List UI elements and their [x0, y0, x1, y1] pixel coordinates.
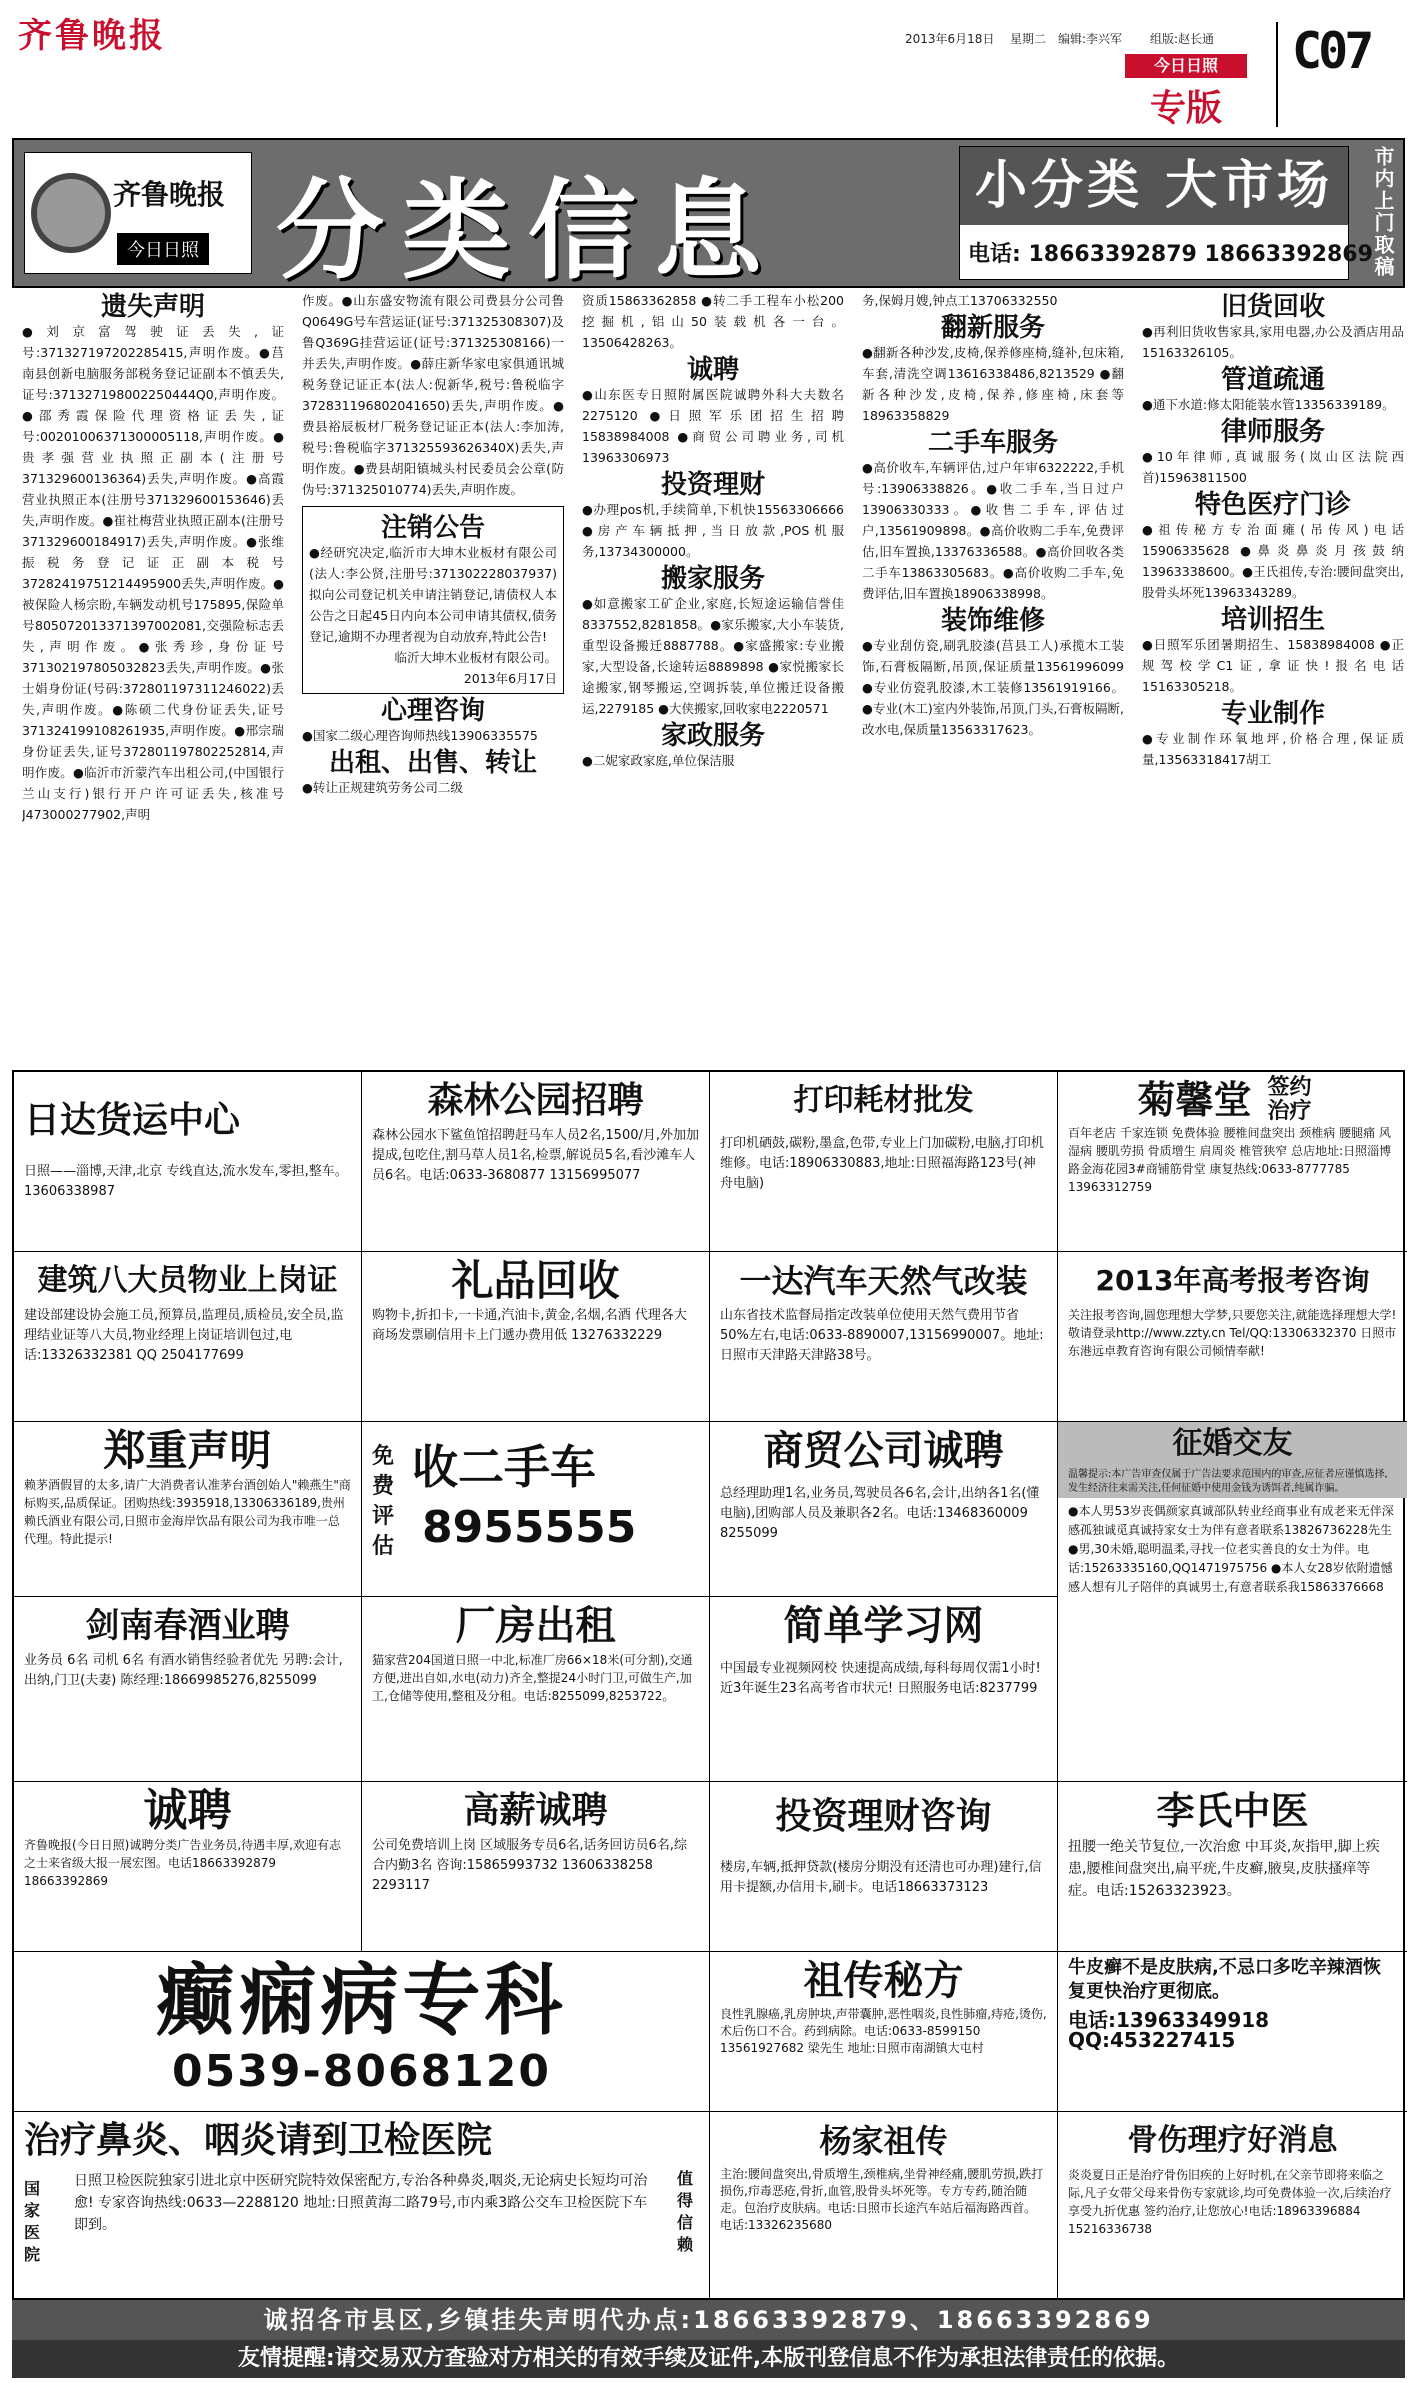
- heading-recycling: 旧货回收: [1220, 291, 1325, 321]
- ad-statement: [14, 1422, 362, 1597]
- recruit-body: ●山东医专日照附属医院诚聘外科大夫数名2275120 ●日照军乐团招生招聘15838984008 ●商贸公司聘业务,司机13963306973: [582, 387, 844, 465]
- heading-plumbing: 管道疏通: [1220, 364, 1325, 394]
- decoration-body: ●专业刮仿瓷,刷乳胶漆(莒县工人)承揽木工装饰,石膏板隔断,吊顶,保证质量13561996099 ●专业仿瓷乳胶漆,木工装修13561919166。●专业(木工)室内外装饰,吊顶,门头,石膏板隔断,改水电,保质量13563317623。: [862, 638, 1124, 737]
- renovation-body: ●翻新各种沙发,皮椅,保养修座椅,缝补,包床箱,车套,清洗空调13616338486,8213529 ●翻新各种沙发,皮椅,保养,修座椅,床套等18963358829: [862, 345, 1124, 423]
- ad-loan: [710, 1782, 1058, 1952]
- ad-marriage: [1058, 1422, 1407, 1782]
- cancellation-sign: 临沂大坤木业板材有限公司。: [394, 650, 557, 665]
- ad-jufutang-body: 百年老店 千家连锁 免费体验 腰椎间盘突出 颈椎病 腰腿痛 风湿病 腰肌劳损 骨质增生 肩周炎 椎管狭窄 总店地址:日照淄博路金海花园3#商铺筋骨堂 康复热线:0633-8777785 13963312759: [1068, 1126, 1392, 1194]
- ad-secret-recipe-body: 良性乳腺癌,乳房肿块,声带囊肿,恶性咽炎,良性肺瘤,痔疮,烫伤,术后伤口不合。药到病除。电话:0633-8599150 13561927682 梁先生 地址:日照市南湖镇大屯村: [720, 2007, 1047, 2055]
- footer-disclaimer: 友情提醒:请交易双方查验对方相关的有效手续及证件,本版刊登信息不作为承担法律责任的依据。: [12, 2340, 1405, 2378]
- ad-high-salary-title: 高薪诚聘: [463, 1790, 608, 1831]
- ad-used-car-free: 免费评估: [372, 1444, 395, 1559]
- ad-cng-body: 山东省技术监督局指定改装单位使用天然气费用节省50%左右,电话:0633-8890007,13156990007。地址:日照市天津路天津路38号。: [720, 1308, 1044, 1363]
- page-number: C07: [1292, 22, 1371, 80]
- ad-gaokao-title: 2013年高考报考咨询: [1095, 1264, 1370, 1297]
- ad-gaokao: [1058, 1252, 1407, 1422]
- column-2: [302, 290, 564, 1070]
- ad-jiannanchun: [14, 1597, 362, 1782]
- heading-clinic: 特色医疗门诊: [1194, 489, 1351, 519]
- ad-trade-recruit-body: 总经理助理1名,业务员,驾驶员各6名,会计,出纳各1名(懂电脑),团购部人员及兼职各2名。电话:13468360009 8255099: [720, 1486, 1040, 1541]
- fabrication-body: ●专业制作环氧地坪,价格合理,保证质量,13563318417胡工: [1142, 731, 1404, 767]
- banner-slogan: 小分类 大市场: [960, 147, 1348, 225]
- ad-property-cert-title: 建筑八大员物业上岗证: [37, 1263, 338, 1298]
- ad-epilepsy: [14, 1952, 710, 2112]
- masthead-logo: 齐鲁晚报: [18, 16, 166, 56]
- editor-credit: 编辑:李兴军: [1058, 32, 1123, 46]
- ad-paper-recruit-title: 诚聘: [143, 1785, 232, 1836]
- heading-used-car: 二手车服务: [927, 427, 1058, 457]
- heading-moving: 搬家服务: [660, 563, 765, 593]
- banner-logo: [24, 152, 252, 274]
- ad-jufutang: [1058, 1072, 1407, 1252]
- ad-li-tcm-title: 李氏中医: [1156, 1789, 1309, 1833]
- lawyer-body: ●10年律师,真诚服务(岚山区法院西首)15963811500: [1142, 449, 1404, 485]
- ad-marriage-warning: 温馨提示:本广告审查仅属于广告法要求范围内的审查,应征者应谨慎选择,发生经济往来需关注,任何征婚中使用金钱为诱饵者,纯属诈骗。: [1058, 1466, 1407, 1498]
- special-edition-label: 专版: [1150, 88, 1223, 129]
- classified-banner: [12, 138, 1405, 288]
- ad-property-cert: [14, 1252, 362, 1422]
- recycling-body: ●再利旧货收售家具,家用电器,办公及酒店用品15163326105。: [1142, 324, 1404, 360]
- heading-rent-sale: 出租、出售、转让: [328, 747, 537, 777]
- ad-jiannanchun-body: 业务员 6名 司机 6名 有酒水销售经验者优先 另聘:会计,出纳,门卫(夫妻) 陈经理:18669985276,8255099: [24, 1653, 343, 1688]
- column-4: [862, 290, 1124, 1070]
- ad-secret-recipe: [710, 1952, 1058, 2112]
- ad-yang-recipe-title: 杨家祖传: [819, 2122, 948, 2160]
- col4-intro: 务,保姆月嫂,钟点工13706332550: [862, 293, 1058, 308]
- cancellation-body: ●经研究决定,临沂市大坤木业板材有限公司(法人:李公贤,注册号:371302228037937)拟向公司登记机关申请注销登记,请债权人本公告之日起45日内向本公司申请其债权,债务登记,逾期不办理者视为自动放弃,特此公告!: [309, 545, 557, 644]
- ad-yang-recipe-body: 主治:腰间盘突出,骨质增生,颈椎病,坐骨神经痛,腰肌劳损,跌打损伤,疖毒恶疮,骨折,血管,股骨头坏死等。专方专药,随治随走。包治疗皮肤病。电话:日照市长途汽车站后福海路西首。电话:13326235680: [720, 2167, 1044, 2232]
- ad-park: [362, 1072, 710, 1252]
- ad-study-site: [710, 1597, 1058, 1782]
- banner-phone: 电话: 18663392879 18663392869: [968, 242, 1373, 267]
- ad-high-salary: [362, 1782, 710, 1952]
- ad-printing-title: 打印耗材批发: [793, 1083, 974, 1118]
- ad-marriage-title: 征婚交友: [1058, 1422, 1407, 1466]
- column-3: [582, 290, 844, 1070]
- masthead-divider: [1276, 22, 1278, 127]
- heading-lawyer: 律师服务: [1220, 416, 1325, 446]
- issue-weekday: 星期二: [1010, 32, 1047, 46]
- cancellation-title: 注销公告: [380, 512, 485, 542]
- investment-body: ●办理pos机,手续简单,下机快15563306666 ●房产车辆抵押,当日放款,POS机服务,13734300000。: [582, 502, 844, 559]
- ad-rhinitis-body: 日照卫检医院独家引进北京中医研究院特效保密配方,专治各种鼻炎,咽炎,无论病史长短均可治愈! 专家咨询热线:0633—2288120 地址:日照黄海二路79号,市内乘3路公交车卫检医院下车即到。: [74, 2173, 648, 2233]
- ad-statement-title: 郑重声明: [103, 1426, 272, 1475]
- plumbing-body: ●通下水道:修太阳能装水管13356339189。: [1142, 397, 1395, 412]
- heading-investment: 投资理财: [660, 469, 765, 499]
- col3-intro: 资质15863362858 ●转二手工程车小松200挖掘机,铝山50装载机各一台。13506428263。: [582, 293, 844, 350]
- ad-jufutang-sub: 签约治疗: [1267, 1075, 1312, 1124]
- heading-housekeeping: 家政服务: [660, 720, 765, 750]
- ad-study-site-title: 简单学习网: [783, 1603, 984, 1649]
- ad-freight: [14, 1072, 362, 1252]
- col2-lost-continued: 作废。●山东盛安物流有限公司费县分公司鲁Q0649G号车营运证(证号:371325308307)及鲁Q369G挂营运证(证号:371325308166)一并丢失,声明作废。●薛庄新华家电家俱通讯城税务登记证正本(法人:倪新华,税号:鲁税临字372831196802041650)丢失,声明作废。●费县裕辰板材厂税务登记证正本(法人:李加涛,税号:鲁税临字371325593626340X)丢失,声明作废。●费县胡阳镇城头村民委员会公章(防伪号:371325010774)丢失,声明作废。: [302, 293, 564, 497]
- rent-sale-body: ●转让正规建筑劳务公司二级: [302, 780, 463, 795]
- clinic-body: ●祖传秘方专治面瘫(吊传风)电话15906335628 ●鼻炎鼻炎月孩鼓纳13963338600。●王氏祖传,专治:腰间盘突出,股骨头坏死13963343289。: [1142, 522, 1404, 600]
- counseling-body: ●国家二级心理咨询师热线13906335575: [302, 728, 538, 743]
- heading-training: 培训招生: [1220, 604, 1325, 634]
- banner-slogan-box: [959, 146, 1373, 280]
- designer-credit: 组版:赵长通: [1150, 32, 1215, 46]
- ad-trade-recruit: [710, 1422, 1058, 1597]
- ad-park-body: 森林公园水下鲨鱼馆招聘赶马车人员2名,1500/月,外加加提成,包吃住,割马草人员1名,检票,解说员5名,看沙滩车人员6名。电话:0633-3680877 13156995077: [372, 1128, 699, 1183]
- ad-jufutang-title: 菊馨堂: [1137, 1077, 1252, 1122]
- cancellation-notice: [302, 506, 564, 694]
- ad-property-cert-body: 建设部建设协会施工员,预算员,监理员,质检员,安全员,监理结业证等八大员,物业经理上岗证培训包过,电话:13326332381 QQ 2504177699: [24, 1308, 344, 1363]
- ad-yang-recipe: [710, 2112, 1058, 2298]
- ad-gift-recycle-body: 购物卡,折扣卡,一卡通,汽油卡,黄金,名烟,名酒 代理各大商场发票刷信用卡上门遞办费用低 13276332229: [372, 1308, 687, 1343]
- ad-factory-rent-body: 猫家营204国道日照一中北,标准厂房66×18米(可分割),交通方便,进出自如,水电(动力)齐全,整提24小时门卫,可做生产,加工,仓储等使用,整租及分租。电话:8255099,8253722。: [372, 1653, 693, 1703]
- ad-printing-body: 打印机硒鼓,碳粉,墨盒,色带,专业上门加碳粉,电脑,打印机维修。电话:18906330883,地址:日照福海路123号(神舟电脑): [720, 1136, 1044, 1191]
- display-ads-grid: [12, 1070, 1405, 2300]
- ad-psoriasis: [1058, 1952, 1407, 2112]
- ad-statement-body: 赖茅酒假冒的太多,请广大消费者认准茅台酒创始人"赖燕生"商标购买,品质保证。团购热线:3935918,13306336189,贵州赖氏酒业有限公司,日照市金海岸饮品有限公司为我市唯一总代理。特此提示!: [24, 1478, 351, 1546]
- ad-jiannanchun-title: 剑南春酒业聘: [85, 1606, 290, 1646]
- ad-epilepsy-phone: 0539-8068120: [171, 2046, 552, 2097]
- banner-title: 分类信息: [276, 169, 781, 288]
- ad-freight-body: 日照——淄博,天津,北京 专线直达,流水发车,零担,整车。13606338987: [24, 1164, 348, 1199]
- banner-side-note: 市内上门取稿: [1371, 146, 1395, 278]
- ad-factory-rent: [362, 1597, 710, 1782]
- heading-renovation: 翻新服务: [940, 312, 1045, 342]
- ad-loan-title: 投资理财咨询: [775, 1796, 992, 1837]
- cancellation-date: 2013年6月17日: [463, 671, 557, 686]
- ad-bone-therapy: [1058, 2112, 1407, 2298]
- ad-used-car: [362, 1422, 710, 1597]
- ad-bone-therapy-body: 炎炎夏日正是治疗骨伤旧疾的上好时机,在父亲节即将来临之际,凡子女带父母来骨伤专家就诊,均可免费体验一次,后续治疗享受九折优惠 签约治疗,让您放心!电话:18963396884 15216336738: [1068, 2168, 1392, 2236]
- ad-rhinitis: [14, 2112, 710, 2298]
- ad-factory-rent-title: 厂房出租: [455, 1603, 616, 1649]
- moving-body: ●如意搬家工矿企业,家庭,长短途运输信誉佳8337552,8281858。●家乐搬家,大小车装货,重型设备搬迁8887788。●家盛搬家:专业搬家,大型设备,长途转运8889898 ●家悦搬家长途搬家,钢琴搬运,空调拆装,单位搬迁设备搬运,2279185 ●大侠搬家,回收家电2220571: [582, 596, 844, 716]
- housekeeping-body: ●二妮家政家庭,单位保洁服: [582, 753, 735, 768]
- heading-decoration: 装饰维修: [940, 605, 1045, 635]
- ad-psoriasis-body: 牛皮癣不是皮肤病,不忌口多吃辛辣酒恢复更快治疗更彻底。: [1068, 1957, 1381, 2002]
- column-5: [1142, 290, 1404, 1070]
- lost-notice-body: ●刘京富驾驶证丢失,证号:371327197202285415,声明作废。●莒南县创新电脑服务部税务登记证副本不慎丢失,证号:371327198002250444Q0,声明作废。●邵秀霞保险代理资格证丢失,证号:00201006371300005118,声明作废。●贵孝强营业执照正副本(注册号371329600136364)丢失,声明作废。●高霞营业执照正本(注册号371329600153646)丢失,声明作废。●崔社梅营业执照正副本(注册号371329600184917)丢失,声明作废。●张维振税务登记证正副本税号37282419751214495900丢失,声明作废。●被保险人杨宗盼,车辆发动机号175895,保险单号805072013371397002081,交强险标志丢失,声明作废。●张秀珍,身份证号371302197805032823丢失,声明作废。●张士娟身份证(号码:372801197311246022)丢失,声明作废。●陈硕二代身份证丢失,证号371324199108261935,声明作废。●邢宗瑞身份证丢失,证号372801197802252814,声明作废。●临沂市沂蒙汽车出租公司,(中国银行兰山支行)银行开户许可证丢失,核准号J473000277902,声明: [22, 324, 284, 822]
- ad-trade-recruit-title: 商贸公司诚聘: [763, 1428, 1004, 1474]
- ad-psoriasis-qq: QQ:453227415: [1068, 2028, 1236, 2052]
- used-car-body: ●高价收车,车辆评估,过户年审6322222,手机号:13906338826。●收二手车,当日过户13906330333。●收售二手车,评估过户,13561909898。●高价收购二手车,免费评估,旧车置换,13376336588。●高价回收各类二手车13863305683。●高价收购二手车,免费评估,旧车置换18906338998。: [862, 460, 1124, 601]
- heading-lost-notice: 遗失声明: [100, 291, 205, 321]
- ad-secret-recipe-title: 祖传秘方: [803, 1958, 964, 2004]
- ad-paper-recruit: [14, 1782, 362, 1952]
- ad-paper-recruit-body: 齐鲁晚报(今日日照)诚聘分类广告业务员,待遇丰厚,欢迎有志之士来省级大报一展宏图。电话18663392879 18663392869: [24, 1838, 341, 1888]
- ad-psoriasis-phone: 电话:13963349918: [1068, 2008, 1270, 2032]
- ad-cng-title: 一达汽车天然气改装: [739, 1262, 1028, 1300]
- ad-used-car-phone: 8955555: [422, 1502, 637, 1553]
- ad-high-salary-body: 公司免费培训上岗 区域服务专员6名,话务回访员6名,综合内勤3名 咨询:15865993732 13606338258 2293117: [372, 1838, 687, 1893]
- ad-epilepsy-title: 癫痫病专科: [156, 1956, 567, 2046]
- ad-freight-title: 日达货运中心: [24, 1100, 241, 1141]
- ad-rhinitis-title: 治疗鼻炎、咽炎请到卫检医院: [24, 2120, 493, 2161]
- ad-park-title: 森林公园招聘: [427, 1080, 644, 1121]
- heading-counseling: 心理咨询: [380, 695, 485, 725]
- ad-li-tcm-body: 扭腰一绝关节复位,一次治愈 中耳炎,灰指甲,脚上疾患,腰椎间盘突出,扁平疣,牛皮癣,腋臭,皮肤搔痒等症。电话:15263323923。: [1068, 1839, 1380, 1899]
- ad-gift-recycle-title: 礼品回收: [451, 1256, 620, 1305]
- banner-logo-sub: 今日日照: [117, 233, 209, 265]
- ad-marriage-body: ●本人男53岁丧偶颜家真诚部队转业经商事业有成老来无伴深感孤独诚觅真诚持家女士为伴有意者联系13826736228先生 ●男,30未婚,聪明温柔,寻找一位老实善良的女士为伴。电话:15263335160,QQ1471975756 ●本人女28岁依附遗憾感人想有儿子陪伴的真诚男士,有意者联系我15863376668: [1068, 1504, 1394, 1594]
- ad-gift-recycle: [362, 1252, 710, 1422]
- logo-emblem-icon: [31, 173, 111, 253]
- ad-gaokao-body: 关注报考咨询,圆您理想大学梦,只要您关注,就能选择理想大学!敬请登录http://www.zzty.cn Tel/QQ:13306332370 日照市东港远卓教育咨询有限公司倾情奉献!: [1068, 1308, 1397, 1358]
- training-body: ●日照军乐团暑期招生、15838984008 ●正规驾校学C1证,拿证快!报名电话15163305218。: [1142, 637, 1404, 694]
- ad-printing: [710, 1072, 1058, 1252]
- ad-bone-therapy-title: 骨伤理疗好消息: [1127, 2123, 1338, 2158]
- ad-study-site-body: 中国最专业视频网校 快速提高成绩,每科每周仅需1小时! 近3年诞生23名高考省市状元! 日照服务电话:8237799: [720, 1661, 1041, 1696]
- ad-used-car-title: 收二手车: [412, 1440, 596, 1494]
- ad-loan-body: 楼房,车辆,抵押贷款(楼房分期没有还清也可办理)建行,信用卡提额,办信用卡,刷卡。电话18663373123: [720, 1860, 1042, 1895]
- heading-fabrication: 专业制作: [1220, 698, 1325, 728]
- section-label: 今日日照: [1125, 54, 1247, 78]
- column-1: [22, 290, 284, 1070]
- ad-rhinitis-left: 国家医院: [24, 2179, 41, 2264]
- ad-rhinitis-right: 值得信赖: [677, 2169, 694, 2254]
- banner-logo-name: 齐鲁晚报: [113, 178, 226, 211]
- heading-recruit: 诚聘: [686, 354, 739, 384]
- ad-cng: [710, 1252, 1058, 1422]
- footer-agents: 诚招各市县区,乡镇挂失声明代办点:18663392879、18663392869: [12, 2300, 1405, 2340]
- issue-date: 2013年6月18日: [905, 32, 995, 46]
- ad-li-tcm: [1058, 1782, 1407, 1952]
